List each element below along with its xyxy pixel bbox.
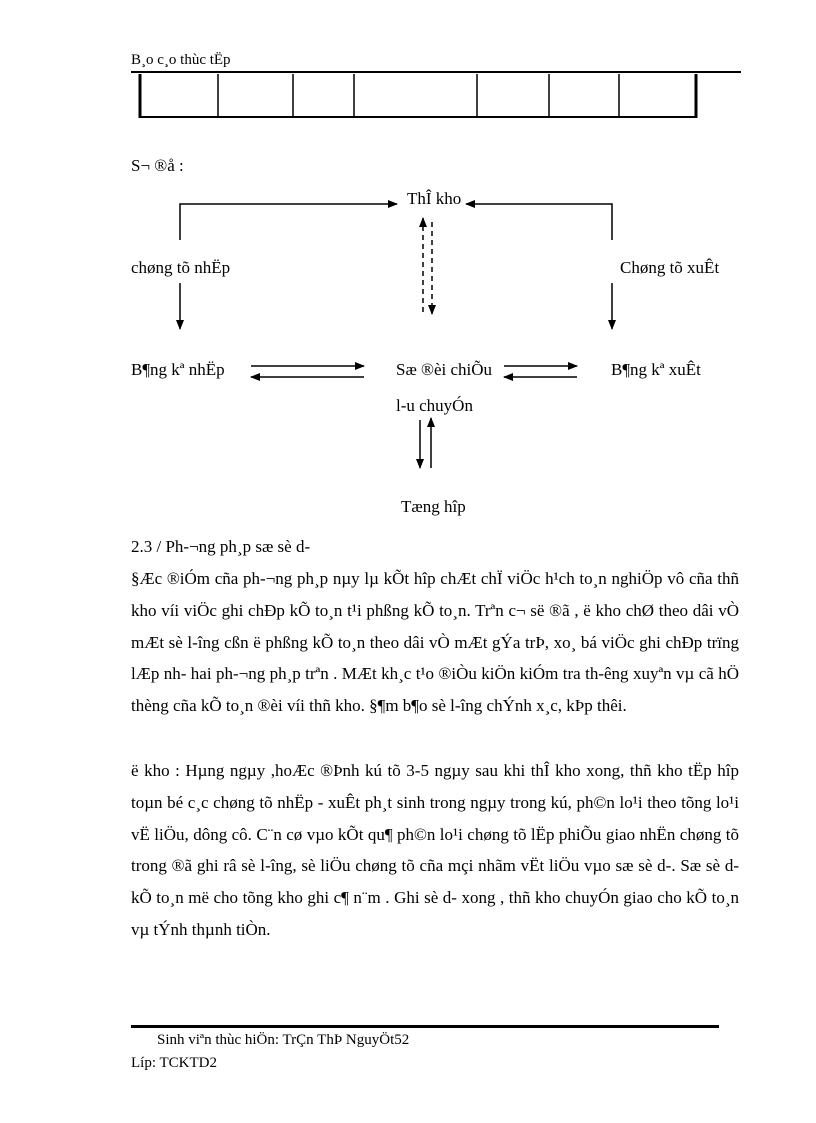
node-export-list: B¶ng kª xuÊt	[611, 360, 701, 379]
node-import-list: B¶ng kª nhËp	[131, 360, 225, 379]
node-export-document: Chøng tõ xuÊt	[620, 258, 720, 277]
report-header-title: B¸o c¸o thùc tËp	[131, 52, 231, 68]
section-heading: 2.3 / Ph-¬ng ph¸p sæ sè d-	[131, 537, 311, 556]
node-warehouse-card: ThÎ kho	[407, 189, 462, 208]
footer-student-line	[157, 1032, 409, 1049]
footer-class: Líp: TCKTD2	[131, 1055, 217, 1071]
arrow-import-doc-to-card	[180, 204, 397, 240]
arrow-export-doc-to-card	[466, 204, 612, 240]
footer-divider	[131, 1025, 719, 1028]
paragraph-method-description: §Æc ®iÓm cña ph-¬ng ph¸p nµy lµ kÕt hîp chÆt chÏ viÖc h¹ch to¸n nghiÖp vô cña thñ kho víi viÖc ghi chÐp kÕ to¸n t¹i phßng kÕ to¸n. Trªn c¬ së ®ã , ë kho chØ theo dâi vÒ mÆt sè l-îng cßn ë phßng kÕ to¸n theo dâi vÒ mÆt gÝa trÞ, xo¸ bá viÖc ghi chÐp trïng lÆp nh- hai ph-¬ng ph¸p trªn . MÆt kh¸c t¹o ®iÒu kiÖn kiÓm tra th-êng xuyªn vµ cã hÖ thèng cña kÕ to¸n ®èi víi thñ kho. §¶m b¶o sè l-îng chÝnh x¸c, kÞp thêi.	[131, 569, 739, 716]
node-summary: Tæng hîp	[401, 497, 466, 516]
node-transfer-ledger: Sæ ®èi chiÕu	[396, 360, 493, 379]
node-transfer-ledger-line2: l-u chuyÓn	[396, 396, 473, 415]
footer-student-name: Sinh viªn thùc hiÖn: TrÇn ThÞ NguyÖt	[157, 1032, 395, 1048]
page-number: 52	[394, 1032, 410, 1048]
node-import-document: chøng tõ nhËp	[131, 258, 231, 277]
paragraph-warehouse-procedure: ë kho : Hµng ngµy ,hoÆc ®Þnh kú tõ 3-5 ngµy sau khi thÎ kho xong, thñ kho tËp hîp toµn bé c¸c chøng tõ nhËp - xuÊt ph¸t sinh trong ngµy trong kú, ph©n lo¹i theo tõng lo¹i vË liÖu, dông cô. C¨n cø vµo kÕt qu¶ ph©n lo¹i chøng tõ lËp phiÕu giao nhËn chøng tõ trong ®ã ghi râ sè l-îng, sè liÖu chøng tõ cña mçi nhãm vËt liÖu vµo sæ sè d-. Sæ sè d- kÕ to¸n më cho tõng kho ghi c¶ n¨m . Ghi sè d- xong , thñ kho chuyÓn giao cho kÕ to¸n vµ tÝnh thµnh tiÒn.	[131, 761, 739, 939]
diagram-label: S¬ ®å :	[131, 156, 184, 175]
